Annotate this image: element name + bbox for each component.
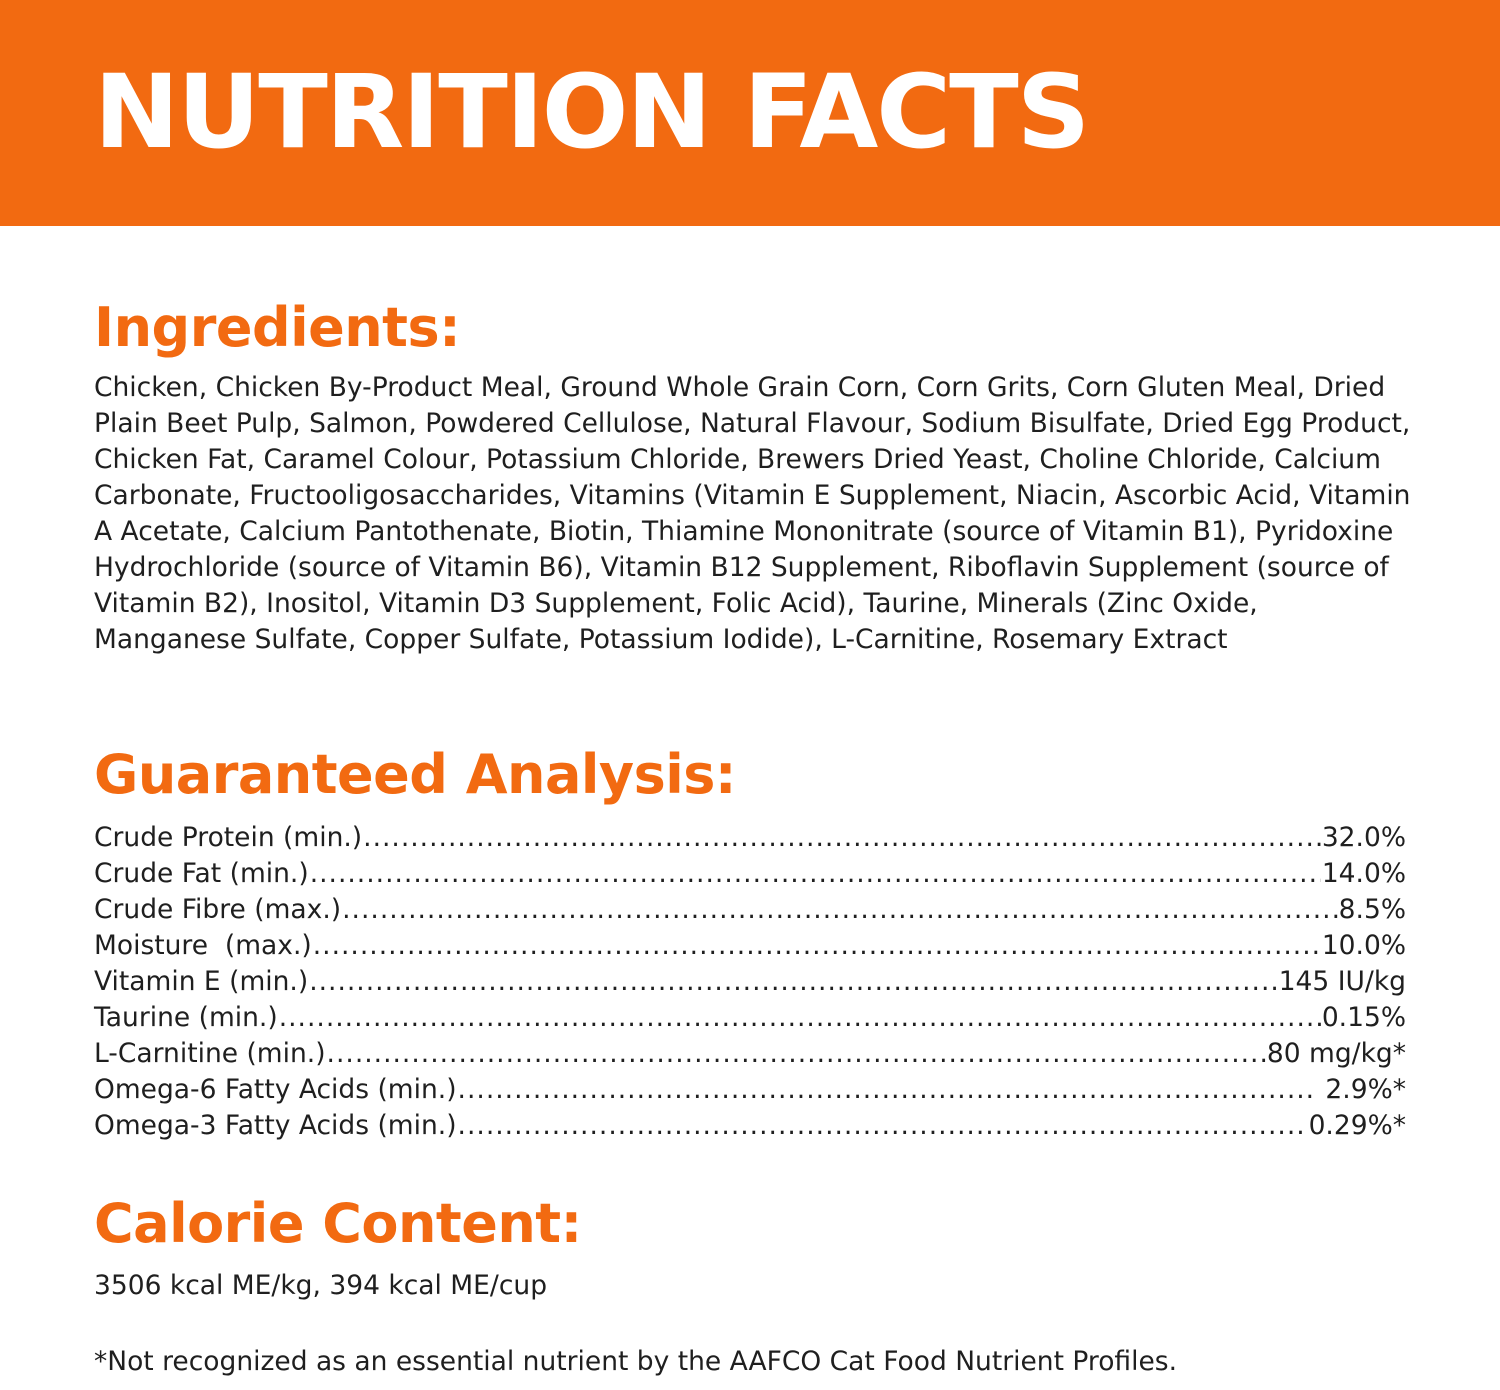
footnote: *Not recognized as an essential nutrient by the AAFCO Cat Food Nutrient Profiles. xyxy=(94,1346,1178,1377)
analysis-label: Crude Fibre (max.) xyxy=(94,894,342,925)
analysis-label: L-Carnitine (min.) xyxy=(94,1038,326,1069)
analysis-value: 8.5% xyxy=(1338,894,1406,925)
analysis-label: Taurine (min.) xyxy=(94,1002,278,1033)
analysis-value: 10.0% xyxy=(1321,930,1406,961)
calorie-content-heading: Calorie Content: xyxy=(94,1192,582,1255)
dot-leader xyxy=(342,892,1338,928)
analysis-row xyxy=(94,928,1406,964)
dot-leader xyxy=(363,820,1321,856)
analysis-row xyxy=(94,1036,1406,1072)
analysis-label: Moisture (max.) xyxy=(94,930,312,961)
dot-leader xyxy=(458,1072,1316,1108)
page-title: NUTRITION FACTS xyxy=(94,53,1089,172)
header-banner xyxy=(0,0,1500,226)
analysis-label: Omega-3 Fatty Acids (min.) xyxy=(94,1110,457,1141)
analysis-value: 32.0% xyxy=(1321,822,1406,853)
analysis-row xyxy=(94,1072,1406,1108)
calorie-content-text: 3506 kcal ME/kg, 394 kcal ME/cup xyxy=(94,1270,548,1301)
analysis-row xyxy=(94,820,1406,856)
analysis-row xyxy=(94,1000,1406,1036)
analysis-row xyxy=(94,892,1406,928)
guaranteed-analysis-list xyxy=(94,820,1406,1144)
analysis-row xyxy=(94,1108,1406,1144)
analysis-value: 14.0% xyxy=(1321,858,1406,889)
analysis-value: 0.15% xyxy=(1321,1002,1406,1033)
dot-leader xyxy=(310,856,1321,892)
ingredients-heading: Ingredients: xyxy=(94,296,461,359)
analysis-value: 0.29%* xyxy=(1308,1110,1406,1141)
dot-leader xyxy=(309,964,1278,1000)
analysis-label: Omega-6 Fatty Acids (min.) xyxy=(94,1074,457,1105)
analysis-row xyxy=(94,856,1406,892)
dot-leader xyxy=(313,928,1321,964)
analysis-value: 80 mg/kg* xyxy=(1266,1038,1406,1069)
analysis-label: Vitamin E (min.) xyxy=(94,966,309,997)
analysis-value: 145 IU/kg xyxy=(1278,966,1406,997)
analysis-label: Crude Fat (min.) xyxy=(94,858,309,889)
analysis-value: 2.9%* xyxy=(1317,1074,1406,1105)
dot-leader xyxy=(458,1108,1308,1144)
dot-leader xyxy=(279,1000,1321,1036)
ingredients-text: Chicken, Chicken By-Product Meal, Ground Whole Grain Corn, Corn Grits, Corn Gluten Meal, Dried Plain Beet Pulp, Salmon, Powdered Cellulose, Natural Flavour, Sodium Bisulfate, Dried Egg Product, Chicken Fat, Caramel Colour, Potassium Chloride, Brewers Dried Yeast, Choline Chloride, Calcium Carbonate, Fructooligosaccharides, Vitamins (Vitamin E Supplement, Niacin, Ascorbic Acid, Vitamin A Acetate, Calcium Pantothenate, Biotin, Thiamine Mononitrate (source of Vitamin B1), Pyridoxine Hydrochloride (source of Vitamin B6), Vitamin B12 Supplement, Riboflavin Supplement (source of Vitamin B2), Inositol, Vitamin D3 Supplement, Folic Acid), Taurine, Minerals (Zinc Oxide, Manganese Sulfate, Copper Sulfate, Potassium Iodide), L-Carnitine, Rosemary Extract xyxy=(94,372,1411,655)
guaranteed-analysis-heading: Guaranteed Analysis: xyxy=(94,743,737,806)
analysis-row xyxy=(94,964,1406,1000)
analysis-label: Crude Protein (min.) xyxy=(94,822,363,853)
dot-leader xyxy=(327,1036,1266,1072)
